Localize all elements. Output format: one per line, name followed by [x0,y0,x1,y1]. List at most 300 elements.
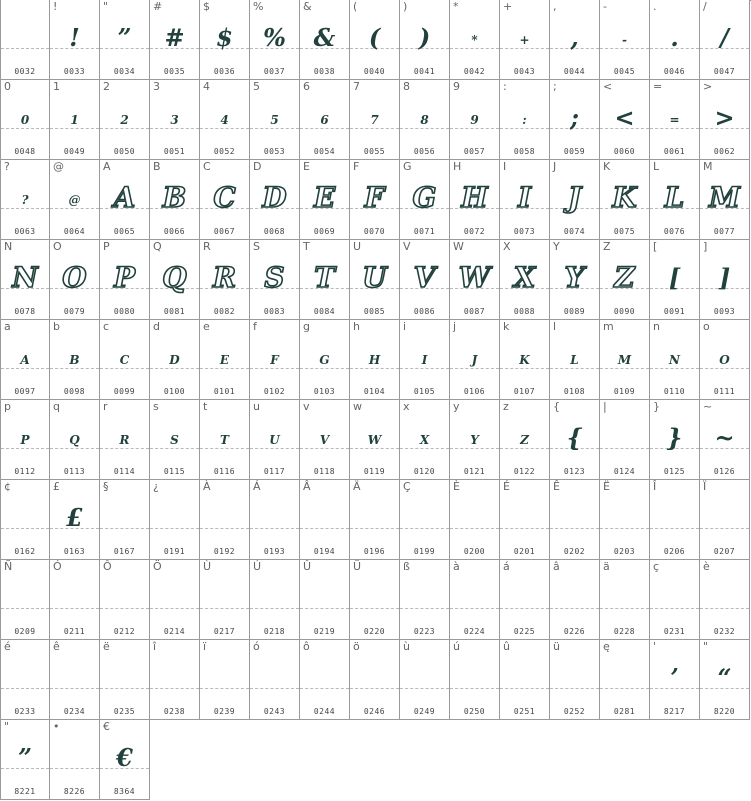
glyph-cell [50,640,100,720]
glyph-cell [450,240,500,320]
glyph-sample: B [162,181,187,214]
char-code: 0121 [463,467,486,476]
glyph-sample: # [164,23,185,52]
glyph-cell [550,400,600,480]
char-code: 0109 [613,387,636,396]
glyph-cell [300,160,350,240]
char-code: 0209 [14,627,36,636]
glyph-sample: E [313,181,336,214]
glyph-sample: ! [69,23,80,52]
char-code: 8221 [14,787,36,796]
glyph-cell [450,640,500,720]
char-label: x [403,400,410,413]
char-label: J [553,160,557,173]
glyph-cell [150,640,200,720]
char-label: " [4,720,10,733]
char-label: 9 [453,80,460,93]
char-code: 0060 [613,147,636,156]
char-code: 0052 [213,147,236,156]
glyph-cell [0,480,50,560]
glyph-sample [600,580,649,616]
char-code: 0093 [713,307,736,316]
glyph-sample [100,500,149,536]
char-code: 0214 [163,627,186,636]
glyph-cell [500,80,550,160]
char-label: Ä [353,480,361,493]
glyph-sample: / [720,23,729,52]
glyph-cell [600,160,650,240]
glyph-cell [200,80,250,160]
char-label: y [453,400,460,413]
char-code: 0235 [113,707,136,716]
glyph-sample: P [113,261,136,294]
glyph-sample: V [413,261,436,294]
glyph-sample: 5 [270,113,279,127]
glyph-cell [250,160,300,240]
glyph-sample: F [364,181,385,214]
glyph-sample [600,420,649,456]
glyph-cell [150,80,200,160]
char-code: 0246 [363,707,386,716]
glyph-sample [700,500,749,536]
glyph-cell [450,560,500,640]
char-label: < [603,80,613,93]
glyph-sample: ( [368,23,381,52]
char-code: 0053 [263,147,286,156]
char-label: ' [653,640,657,653]
char-code: 0194 [313,547,336,556]
glyph-cell [400,80,450,160]
char-code: 0090 [613,307,636,316]
glyph-cell [350,240,400,320]
glyph-sample [250,580,299,616]
char-label: e [203,320,210,333]
glyph-sample: U [362,261,387,294]
char-label: Z [603,240,611,253]
glyph-sample: W [458,261,491,294]
char-label: Ü [353,560,362,573]
char-label: ß [403,560,410,573]
glyph-cell [200,400,250,480]
char-label: R [203,240,211,253]
glyph-cell [200,160,250,240]
glyph-sample [150,500,199,536]
char-code: 0122 [513,467,536,476]
char-label: " [103,0,109,13]
glyph-sample: Y [564,261,585,294]
char-label: Û [303,560,312,573]
char-label: 3 [153,80,160,93]
glyph-cell [450,80,500,160]
glyph-sample: Z [614,261,635,294]
char-code: 0066 [163,227,186,236]
char-label: 6 [303,80,310,93]
char-label: P [103,240,110,253]
char-label: é [4,640,11,653]
char-label: N [4,240,13,253]
char-code: 0281 [613,707,636,716]
glyph-cell [400,240,450,320]
glyph-sample: ; [570,103,579,132]
glyph-cell [100,560,150,640]
char-label: ę [603,640,610,653]
glyph-sample: , [570,23,579,52]
glyph-sample: % [263,23,286,52]
char-code: 0233 [14,707,36,716]
glyph-sample: $ [216,23,233,52]
char-label: - [603,0,607,13]
char-label: Ö [153,560,162,573]
char-code: 0217 [213,627,236,636]
char-code: 0108 [563,387,586,396]
glyph-cell [100,400,150,480]
char-code: 0244 [313,707,336,716]
char-code: 0218 [263,627,286,636]
char-label: 0 [4,80,11,93]
glyph-cell [550,80,600,160]
char-code: 0068 [263,227,286,236]
char-code: 0119 [363,467,386,476]
char-code: 0082 [213,307,236,316]
char-code: 0250 [463,707,486,716]
glyph-sample: > [714,103,735,132]
char-label: ¿ [153,480,159,493]
glyph-cell [400,480,450,560]
char-code: 0116 [213,467,236,476]
glyph-cell [550,640,600,720]
glyph-sample [400,580,449,616]
glyph-sample: M [617,353,632,367]
char-label: 1 [53,80,60,93]
char-code: 0224 [463,627,486,636]
glyph-cell [100,320,150,400]
char-label: ~ [703,400,713,413]
glyph-sample [300,660,349,696]
glyph-sample [550,500,599,536]
glyph-sample: 4 [220,113,229,127]
char-code: 0220 [363,627,386,636]
char-label: f [253,320,257,333]
char-label: ü [553,640,560,653]
char-code: 0084 [313,307,336,316]
char-label: * [453,0,459,13]
glyph-sample: A [113,181,136,214]
glyph-cell [200,240,250,320]
glyph-cell [350,480,400,560]
glyph-cell [100,160,150,240]
glyph-sample: M [709,181,740,214]
char-label: B [153,160,161,173]
glyph-sample: - [622,33,627,47]
char-label: d [153,320,160,333]
glyph-cell [300,80,350,160]
char-label: g [303,320,310,333]
glyph-cell [700,320,750,400]
glyph-cell [700,640,750,720]
glyph-sample [700,580,749,616]
char-label: } [653,400,660,413]
glyph-sample: S [264,261,285,294]
char-code: 0081 [163,307,186,316]
glyph-sample [500,660,549,696]
glyph-cell [0,240,50,320]
char-code: 0126 [713,467,736,476]
char-code: 0089 [563,307,586,316]
glyph-sample [450,580,499,616]
char-code: 0219 [313,627,336,636]
glyph-sample [500,580,549,616]
char-code: 0056 [413,147,436,156]
glyph-cell [0,80,50,160]
glyph-sample [250,660,299,696]
char-code: 0059 [563,147,586,156]
char-label: Ê [553,480,560,493]
char-label: " [703,640,709,653]
glyph-cell [250,480,300,560]
char-label: w [353,400,362,413]
glyph-cell [400,560,450,640]
char-code: 0058 [513,147,536,156]
char-label: l [553,320,557,333]
glyph-sample [1,20,49,56]
glyph-cell [250,640,300,720]
char-code: 0048 [14,147,36,156]
glyph-sample: ’ [670,663,679,692]
glyph-sample [150,580,199,616]
glyph-sample: D [169,353,180,367]
char-code: 0125 [663,467,686,476]
glyph-sample: + [519,33,530,47]
glyph-sample: H [461,181,488,214]
char-code: 0070 [363,227,386,236]
char-code: 0049 [63,147,86,156]
char-code: 0063 [14,227,36,236]
glyph-cell [500,560,550,640]
char-label: 2 [103,80,110,93]
char-label: D [253,160,262,173]
char-code: 0107 [513,387,536,396]
char-code: 0044 [563,67,586,76]
glyph-sample [50,660,99,696]
glyph-cell [100,0,150,80]
glyph-sample: P [20,433,30,447]
glyph-cell [150,240,200,320]
char-label: á [503,560,510,573]
glyph-sample [600,660,649,696]
glyph-cell [300,640,350,720]
char-label: / [703,0,707,13]
char-code: 8226 [63,787,86,796]
glyph-cell [100,640,150,720]
char-label: C [203,160,211,173]
glyph-sample [250,500,299,536]
glyph-sample [1,660,49,696]
char-code: 0111 [713,387,736,396]
glyph-cell [650,320,700,400]
glyph-sample: L [570,353,579,367]
glyph-cell [550,160,600,240]
char-label: Ç [403,480,411,493]
char-code: 0104 [363,387,386,396]
char-label: 5 [253,80,260,93]
glyph-sample [300,500,349,536]
glyph-sample [200,500,249,536]
glyph-cell [400,640,450,720]
char-code: 0114 [113,467,136,476]
char-label: Á [253,480,261,493]
glyph-cell [450,480,500,560]
char-code: 0072 [463,227,486,236]
glyph-sample: ~ [714,423,735,452]
glyph-cell [400,400,450,480]
glyph-cell [500,160,550,240]
char-code: 0243 [263,707,286,716]
char-label: > [703,80,713,93]
char-code: 0065 [113,227,136,236]
char-label: ú [453,640,460,653]
glyph-cell [650,160,700,240]
char-label: . [653,0,657,13]
char-code: 0038 [313,67,336,76]
char-code: 0201 [513,547,536,556]
glyph-sample: V [319,433,330,447]
char-code: 0200 [463,547,486,556]
char-label: @ [53,160,64,173]
char-label: m [603,320,614,333]
glyph-sample: X [513,261,536,294]
glyph-sample: A [20,353,30,367]
char-label: r [103,400,108,413]
char-label: Ï [703,480,707,493]
char-code: 0036 [213,67,236,76]
glyph-sample: Z [520,433,529,447]
char-code: 0100 [163,387,186,396]
glyph-cell [50,400,100,480]
glyph-cell [700,0,750,80]
glyph-cell [150,400,200,480]
char-code: 0077 [713,227,736,236]
glyph-sample: I [517,181,532,214]
char-label: Ñ [4,560,13,573]
char-code: 0105 [413,387,436,396]
char-label: b [53,320,60,333]
char-label: ê [53,640,60,653]
char-code: 0206 [663,547,686,556]
glyph-sample: K [612,181,637,214]
glyph-sample: * [471,33,478,47]
char-code: 0047 [713,67,736,76]
glyph-sample: L [664,181,685,214]
glyph-sample [1,580,49,616]
char-code: 0110 [663,387,686,396]
glyph-cell [650,480,700,560]
glyph-sample: O [62,261,87,294]
char-label: q [53,400,60,413]
char-code: 0251 [513,707,536,716]
glyph-cell [600,400,650,480]
glyph-cell [200,480,250,560]
char-code: 0083 [263,307,286,316]
char-label: è [703,560,710,573]
glyph-cell [50,480,100,560]
glyph-cell [300,480,350,560]
glyph-cell [600,640,650,720]
glyph-cell [350,560,400,640]
char-code: 0118 [313,467,336,476]
char-code: 0099 [113,387,136,396]
char-label: W [453,240,464,253]
glyph-sample [350,580,399,616]
glyph-sample [300,580,349,616]
glyph-cell [300,560,350,640]
char-label: A [103,160,111,173]
glyph-cell [600,0,650,80]
char-code: 0112 [14,467,36,476]
char-code: 0252 [563,707,586,716]
char-code: 0032 [14,67,36,76]
char-code: 0232 [713,627,736,636]
glyph-sample: W [367,433,382,447]
glyph-cell [0,320,50,400]
glyph-sample: £ [66,503,83,532]
glyph-cell [200,0,250,80]
glyph-sample: T [314,261,335,294]
char-code: 0238 [163,707,186,716]
glyph-cell [550,560,600,640]
glyph-cell [300,240,350,320]
char-code: 0085 [363,307,386,316]
glyph-sample: F [270,353,279,367]
char-label: 7 [353,80,360,93]
glyph-cell [100,240,150,320]
glyph-sample [100,660,149,696]
glyph-sample: D [262,181,287,214]
glyph-cell [150,160,200,240]
char-code: 0101 [213,387,236,396]
glyph-cell [600,480,650,560]
glyph-cell [200,560,250,640]
char-label: Â [303,480,311,493]
char-code: 0097 [14,387,36,396]
glyph-cell [0,640,50,720]
glyph-sample: 1 [70,113,79,127]
glyph-cell [700,240,750,320]
char-label: ù [403,640,410,653]
char-label: £ [53,480,60,493]
glyph-sample: R [212,261,237,294]
glyph-sample: { [566,423,583,452]
char-label: , [553,0,557,13]
glyph-sample: T [220,433,229,447]
char-label: h [353,320,360,333]
char-label: p [4,400,11,413]
char-label: 8 [403,80,410,93]
glyph-cell [400,0,450,80]
char-code: 0087 [463,307,486,316]
glyph-cell [50,0,100,80]
char-code: 0098 [63,387,86,396]
char-code: 0071 [413,227,436,236]
glyph-cell [300,0,350,80]
glyph-cell [300,320,350,400]
glyph-cell [250,240,300,320]
glyph-sample [400,660,449,696]
char-label: Ë [603,480,610,493]
glyph-sample: N [12,261,38,294]
glyph-cell [600,240,650,320]
glyph-cell [300,400,350,480]
char-code: 0042 [463,67,486,76]
